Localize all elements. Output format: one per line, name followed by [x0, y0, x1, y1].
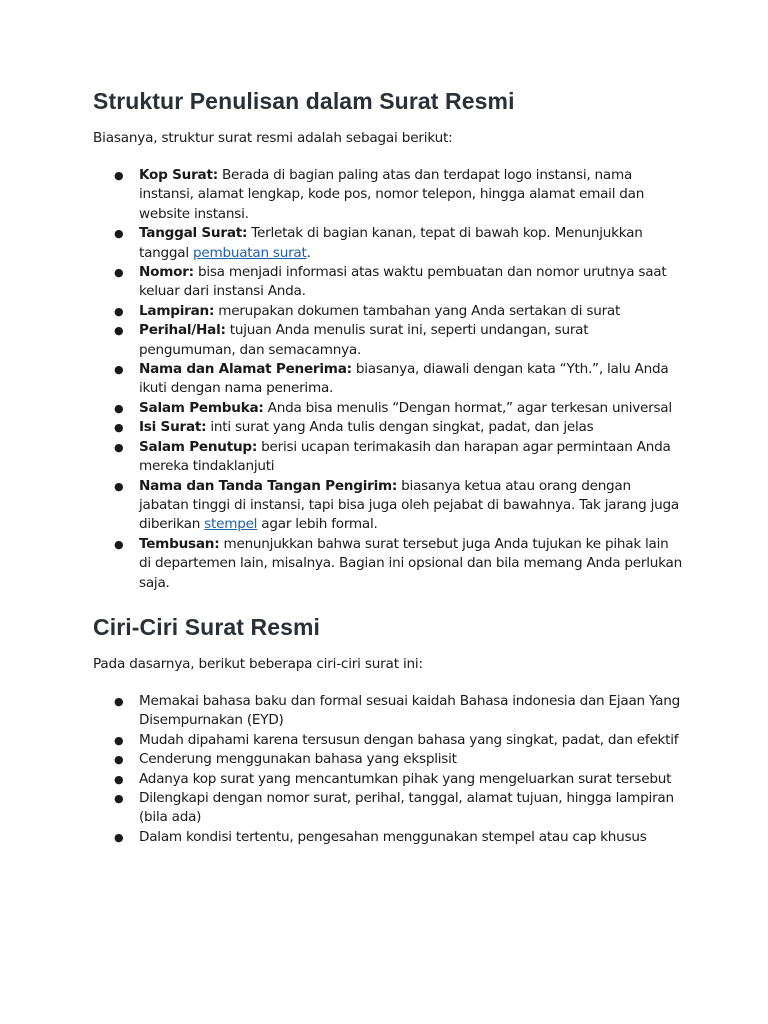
- item-term: Isi Surat:: [139, 419, 207, 436]
- item-text: tujuan Anda menulis surat ini, seperti undangan, surat pengumuman, dan semacamnya.: [139, 322, 589, 358]
- item-term: Lampiran:: [139, 302, 215, 319]
- item-term: Tembusan:: [139, 535, 220, 552]
- item-text: Berada di bagian paling atas dan terdapat logo instansi, nama instansi, alamat lengkap, kode pos, nomor telepon, hingga alamat email dan website instansi.: [139, 167, 645, 222]
- item-text-after: .: [306, 244, 311, 261]
- bullet-icon: ●: [114, 227, 124, 241]
- bullet-icon: ●: [114, 266, 124, 280]
- bullet-icon: ●: [114, 169, 124, 182]
- section-intro-struktur: Biasanya, struktur surat resmi adalah sebagai berikut:: [93, 130, 453, 146]
- section-heading-struktur: Struktur Penulisan dalam Surat Resmi: [93, 88, 515, 114]
- item-text-after: agar lebih formal.: [257, 516, 378, 533]
- ciri-list: [93, 692, 683, 847]
- item-text: inti surat yang Anda tulis dengan singkat, padat, dan jelas: [206, 419, 594, 436]
- bullet-icon: ●: [114, 695, 124, 708]
- list-item: [93, 731, 683, 750]
- item-text: Memakai bahasa baku dan formal sesuai kaidah Bahasa indonesia dan Ejaan Yang Disempurnakan (EYD): [139, 693, 680, 729]
- item-term: Perihal/Hal:: [139, 322, 226, 339]
- list-item: [93, 770, 683, 789]
- bullet-icon: ●: [114, 363, 124, 377]
- bullet-icon: ●: [114, 753, 124, 767]
- item-text: berisi ucapan terimakasih dan harapan agar permintaan Anda mereka tindaklanjuti: [139, 438, 671, 475]
- bullet-icon: ●: [114, 792, 124, 806]
- list-item: [93, 302, 683, 321]
- list-item: [93, 399, 683, 418]
- list-item: [93, 789, 683, 828]
- item-text: menunjukkan bahwa surat tersebut juga Anda tujukan ke pihak lain di departemen lain, misalnya. Bagian ini opsional dan bila memang Anda perlukan saja.: [139, 535, 682, 591]
- item-term: Tanggal Surat:: [139, 225, 248, 242]
- item-term: Nama dan Alamat Penerima:: [139, 361, 352, 378]
- item-text: biasanya, diawali dengan kata “Yth.”, lalu Anda ikuti dengan nama penerima.: [139, 361, 669, 397]
- list-item: [93, 360, 683, 399]
- bullet-icon: ●: [114, 772, 124, 786]
- list-item: [93, 438, 683, 477]
- item-term: Nama dan Tanda Tangan Pengirim:: [139, 477, 398, 494]
- item-text: Mudah dipahami karena tersusun dengan bahasa yang singkat, padat, dan efektif: [139, 731, 679, 748]
- list-item: [93, 224, 683, 263]
- item-term: Salam Pembuka:: [139, 399, 264, 416]
- list-item: [93, 477, 683, 535]
- link-stempel[interactable]: stempel: [204, 516, 258, 533]
- section-intro-ciri: Pada dasarnya, berikut beberapa ciri-ciri surat ini:: [93, 656, 423, 672]
- item-text: biasanya ketua atau orang dengan jabatan tinggi di instansi, tapi bisa juga oleh pejabat di bawahnya. Tak jarang juga diberikan: [139, 477, 679, 533]
- item-text: Dilengkapi dengan nomor surat, perihal, tanggal, alamat tujuan, hingga lampiran (bila ada): [139, 790, 674, 826]
- list-item: [93, 321, 683, 360]
- list-item: [93, 750, 683, 769]
- list-item: [93, 535, 683, 593]
- item-text: merupakan dokumen tambahan yang Anda sertakan di surat: [214, 302, 621, 319]
- item-term: Kop Surat:: [139, 167, 218, 183]
- item-text: Anda bisa menulis “Dengan hormat,” agar terkesan universal: [263, 399, 672, 416]
- bullet-icon: ●: [114, 733, 124, 747]
- list-item: [93, 828, 683, 847]
- bullet-icon: ●: [114, 304, 124, 318]
- item-term: Salam Penutup:: [139, 438, 258, 455]
- item-text: Terletak di bagian kanan, tepat di bawah kop. Menunjukkan tanggal: [139, 225, 643, 261]
- bullet-icon: ●: [114, 421, 124, 435]
- item-term: Nomor:: [139, 264, 194, 281]
- item-text: Cenderung menggunakan bahasa yang eksplisit: [139, 751, 457, 768]
- list-item: [93, 692, 683, 731]
- list-item: [93, 166, 683, 224]
- list-item: [93, 418, 683, 437]
- item-text: Adanya kop surat yang mencantumkan pihak yang mengeluarkan surat tersebut: [139, 770, 672, 787]
- struktur-list: [93, 166, 683, 593]
- item-text: bisa menjadi informasi atas waktu pembuatan dan nomor urutnya saat keluar dari instansi Anda.: [139, 264, 667, 300]
- bullet-icon: ●: [114, 324, 124, 338]
- list-item: [93, 263, 683, 302]
- link-pembuatan-surat[interactable]: pembuatan surat: [192, 244, 307, 261]
- bullet-icon: ●: [114, 479, 124, 493]
- bullet-icon: ●: [114, 401, 124, 415]
- section-heading-ciri: Ciri-Ciri Surat Resmi: [93, 614, 321, 640]
- bullet-icon: ●: [114, 440, 124, 454]
- item-text: Dalam kondisi tertentu, pengesahan menggunakan stempel atau cap khusus: [139, 828, 647, 845]
- bullet-icon: ●: [114, 830, 124, 844]
- bullet-icon: ●: [114, 537, 124, 551]
